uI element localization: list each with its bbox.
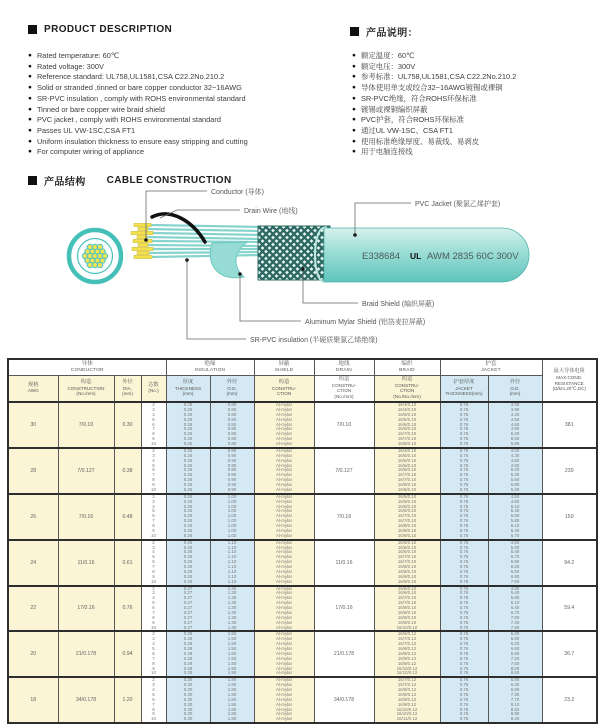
spec-row-awg-26	[8, 494, 597, 540]
label-sr-pvc-insulation: SR-PVC insulation (半硬质聚氯乙烯绝缘)	[250, 337, 378, 344]
cell-jacket-thickness: 0.76 0.76 0.76 0.76 0.76 0.76 0.76 0.76 0.76	[440, 586, 488, 632]
cell-jacket-od: 5.80 6.40 6.90 7.30 7.70 8.10 8.50 8.90 9.40	[488, 677, 542, 723]
cell-braid: 16/5/0.10 16/5/0.10 16/6/0.10 16/6/0.10 16/7/0.10 16/7/0.10 16/8/0.10 16/8/0.10 16/9/0.10	[374, 494, 440, 540]
desc-item	[28, 137, 248, 148]
desc-item	[28, 115, 248, 126]
col-ins_od: 外径 O.D. (mm)	[210, 375, 254, 402]
cell-ins-thickness: 0.27 0.27 0.27 0.27 0.27 0.27 0.27 0.27 0.27	[166, 586, 210, 632]
col-group-conductor: 导体 CONDUCTOR	[8, 359, 166, 375]
cell-resistance: 150	[542, 494, 597, 540]
cell-awg: 22	[8, 586, 58, 632]
col-dia: 外径 DIA. (mm)	[114, 375, 141, 402]
cell-ins-od: 0.80 0.80 0.80 0.80 0.80 0.80 0.80 0.80 0.80	[210, 402, 254, 448]
desc-item	[28, 94, 248, 105]
bullet-icon: ●	[352, 116, 356, 124]
bullet-icon: ●	[352, 137, 356, 145]
bullet-icon: ●	[28, 62, 32, 70]
label-pvc-jacket: PVC Jacket (聚氯乙烯护套)	[415, 201, 501, 208]
cell-drain: 34/0.178	[314, 677, 374, 723]
desc-text: SR-PVC绝缘，符合ROHS环保标准	[360, 93, 477, 103]
cell-awg: 30	[8, 402, 58, 448]
desc-text: Reference standard: UL758,UL1581,CSA C22.2No.210.2	[36, 72, 225, 82]
col-awg: 规格 AWG	[8, 375, 58, 402]
cell-resistance: 381	[542, 402, 597, 448]
cell-drain: 21/0.178	[314, 631, 374, 677]
cell-shield: Al-mylar Al-mylar Al-mylar Al-mylar Al-mylar Al-mylar Al-mylar Al-mylar Al-mylar	[254, 448, 314, 494]
col-drain: 构造 CONSTRU- CTION (No./mm)	[314, 375, 374, 402]
cell-drain: 7/0.127	[314, 448, 374, 494]
spec-row-awg-24	[8, 540, 597, 586]
bullet-icon: ●	[352, 52, 356, 59]
cell-cores: 2 3 4 5 6 7 8 9 10	[141, 586, 166, 632]
cell-shield: Al-mylar Al-mylar Al-mylar Al-mylar Al-mylar Al-mylar Al-mylar Al-mylar Al-mylar	[254, 677, 314, 723]
section-square-icon	[28, 25, 37, 34]
desc-text: 镀锡或裸铜编织屏蔽	[360, 104, 428, 114]
cell-jacket-od: 3.60 3.90 4.20 4.50 4.60 4.90 5.20 5.50 5.80	[488, 402, 542, 448]
desc-text: 参考标准：UL758,UL1581,CSA C22.2No.210.2	[360, 72, 517, 82]
cell-cores: 2 3 4 5 6 7 8 9 10	[141, 448, 166, 494]
cell-dia: 0.38	[114, 448, 141, 494]
product-description-heading	[28, 24, 172, 35]
bullet-icon: ●	[352, 94, 356, 102]
desc-item	[352, 94, 516, 105]
cell-jacket-od: 4.00 4.30 4.60 4.90 5.00 5.30 5.60 5.90 6.20	[488, 448, 542, 494]
product-description-list	[28, 51, 248, 158]
ul-file-number: E338684	[362, 251, 401, 262]
cell-jacket-thickness: 0.76 0.76 0.76 0.76 0.76 0.76 0.76 0.76 0.76	[440, 540, 488, 586]
bullet-icon: ●	[28, 94, 32, 102]
cell-construction: 34/0.178	[58, 677, 114, 723]
col-jacket_thickness: 护套厚度 JACKET THICKNESS(mm)	[440, 375, 488, 402]
bullet-icon: ●	[28, 84, 32, 92]
cell-dia: 0.94	[114, 631, 141, 677]
cell-construction: 17/0.16	[58, 586, 114, 632]
desc-text: Uniform insulation thickness to ensure easy stripping and cutting	[36, 136, 248, 146]
ul-logo-icon: UL	[410, 251, 422, 261]
cell-awg: 20	[8, 631, 58, 677]
desc-text: Tinned or bare copper wire braid shield	[36, 104, 165, 114]
desc-text: SR-PVC insulation , comply with ROHS environmental standard	[36, 93, 246, 103]
cell-dia: 0.76	[114, 586, 141, 632]
desc-text: For computer wiring of appliance	[36, 147, 145, 157]
desc-item	[352, 83, 516, 94]
cell-ins-od: 1.80 1.80 1.80 1.80 1.80 1.80 1.80 1.80 1.80	[210, 677, 254, 723]
col-group-insulation: 绝缘 INSULATION	[166, 359, 254, 375]
construction-title-cn: 产品结构	[44, 177, 86, 188]
cell-dia: 0.48	[114, 494, 141, 540]
desc-item	[28, 126, 248, 137]
cell-cores: 2 3 4 5 6 7 8 9 10	[141, 677, 166, 723]
cell-braid: 16/7/0.12 16/7/0.12 16/8/0.12 16/8/0.12 16/9/0.12 16/9/0.12 16/10/0.12 16/10/0.12 16/11/0.12	[374, 677, 440, 723]
cell-ins-thickness: 0.25 0.25 0.25 0.25 0.25 0.25 0.25 0.25 0.25	[166, 494, 210, 540]
cell-awg: 18	[8, 677, 58, 723]
col-group-braid: 编织 BRAID	[374, 359, 440, 375]
desc-text: Solid or stranded ,tinned or bare copper conductor 32~16AWG	[36, 83, 242, 93]
desc-text: 额定电压：300V	[360, 61, 416, 71]
col-construction: 构造 CONSTRUCTION (No./mm)	[58, 375, 114, 402]
cell-awg: 28	[8, 448, 58, 494]
desc-item	[352, 62, 516, 73]
cell-jacket-od: 4.80 5.40 5.80 6.10 6.40 6.70 7.00 7.40 7.90	[488, 586, 542, 632]
cell-resistance: 36.7	[542, 631, 597, 677]
bullet-icon: ●	[352, 84, 356, 92]
desc-item	[352, 115, 516, 126]
cell-ins-od: 1.50 1.50 1.50 1.50 1.50 1.50 1.50 1.50 1.50	[210, 631, 254, 677]
spec-table-body	[8, 402, 597, 723]
col-thickness: 厚度 THICKNESS (mm)	[166, 375, 210, 402]
cell-jacket-thickness: 0.76 0.76 0.76 0.76 0.76 0.76 0.76 0.76 0.76	[440, 402, 488, 448]
bullet-icon: ●	[28, 52, 32, 59]
desc-item	[28, 62, 248, 73]
cell-resistance: 94.2	[542, 540, 597, 586]
col-cores: 芯数 (No.)	[141, 375, 166, 402]
cell-ins-thickness: 0.30 0.30 0.30 0.30 0.30 0.30 0.30 0.30 0.30	[166, 677, 210, 723]
col-braid: 构造 CONSTRU- CTION (No./No./mm)	[374, 375, 440, 402]
spec-table	[7, 358, 598, 724]
cell-braid: 16/4/0.10 16/4/0.10 16/5/0.10 16/5/0.10 16/6/0.10 16/6/0.10 16/7/0.10 16/7/0.10 16/8/0.10	[374, 402, 440, 448]
bullet-icon: ●	[28, 105, 32, 113]
cell-jacket-od: 5.20 5.80 6.20 6.60 6.90 7.20 7.60 8.00 8.50	[488, 631, 542, 677]
desc-text: 使用标准绝缘厚度、易裁线、易剥皮	[360, 136, 480, 146]
desc-text: PVC护套，符合ROHS环保标准	[360, 115, 465, 125]
col-group-shield: 屏蔽 SHIELD	[254, 359, 314, 375]
cell-shield: Al-mylar Al-mylar Al-mylar Al-mylar Al-mylar Al-mylar Al-mylar Al-mylar Al-mylar	[254, 494, 314, 540]
spec-row-awg-28	[8, 448, 597, 494]
cell-braid: 16/6/0.10 16/6/0.10 16/7/0.10 16/7/0.10 16/8/0.10 16/8/0.10 16/9/0.10 16/9/0.10 16/10/0.10	[374, 586, 440, 632]
bullet-icon: ●	[352, 105, 356, 113]
section-square-icon	[350, 27, 359, 36]
bullet-icon: ●	[28, 137, 32, 145]
cell-construction: 11/0.16	[58, 540, 114, 586]
cell-jacket-thickness: 0.76 0.76 0.76 0.76 0.76 0.76 0.76 0.76 0.76	[440, 494, 488, 540]
desc-item	[352, 51, 516, 62]
cell-braid: 16/4/0.10 16/5/0.10 16/5/0.10 16/6/0.10 16/6/0.10 16/7/0.10 16/7/0.10 16/8/0.10 16/8/0.10	[374, 448, 440, 494]
cell-braid: 16/6/0.12 16/7/0.12 16/7/0.12 16/8/0.12 16/8/0.12 16/9/0.12 16/9/0.12 16/10/0.12 16/10/0.12	[374, 631, 440, 677]
cell-cores: 2 3 4 5 6 7 8 9 10	[141, 540, 166, 586]
cell-ins-od: 1.10 1.10 1.10 1.10 1.10 1.10 1.10 1.10 1.10	[210, 540, 254, 586]
label-drain-wire: Drain Wire (地线)	[244, 208, 298, 215]
desc-item	[28, 105, 248, 116]
cell-jacket-thickness: 0.76 0.76 0.76 0.76 0.76 0.76 0.76 0.76 0.76	[440, 631, 488, 677]
cell-drain: 7/0.16	[314, 494, 374, 540]
cell-drain: 7/0.10	[314, 402, 374, 448]
cell-drain: 17/0.16	[314, 586, 374, 632]
desc-item	[352, 137, 516, 148]
cell-ins-od: 1.30 1.30 1.30 1.30 1.30 1.30 1.30 1.30 1.30	[210, 586, 254, 632]
bullet-icon: ●	[28, 73, 32, 81]
label-conductor: Conductor (导体)	[211, 189, 264, 196]
desc-text: PVC jacket , comply with ROHS environmental standard	[36, 115, 221, 125]
desc-item	[352, 105, 516, 116]
cell-cores: 2 3 4 5 6 7 8 9 10	[141, 631, 166, 677]
cell-resistance: 59.4	[542, 586, 597, 632]
cell-awg: 26	[8, 494, 58, 540]
bullet-icon: ●	[352, 126, 356, 134]
bullet-icon: ●	[28, 148, 32, 156]
jacket-marking: AWM 2835 60C 300V	[427, 251, 519, 262]
cell-ins-thickness: 0.28 0.28 0.28 0.28 0.28 0.28 0.28 0.28 0.28	[166, 631, 210, 677]
desc-text: 额定温度：60℃	[360, 51, 415, 60]
product-description-title: PRODUCT DESCRIPTION	[44, 24, 173, 35]
bullet-icon: ●	[28, 126, 32, 134]
col-group-drain: 地线 DRAIN	[314, 359, 374, 375]
desc-item	[28, 83, 248, 94]
product-description-cn-list	[352, 51, 516, 158]
label-aluminum-mylar-shield: Aluminum Mylar Shield (铝箔麦拉屏蔽)	[305, 319, 426, 326]
cell-ins-od: 1.00 1.00 1.00 1.00 1.00 1.00 1.00 1.00 1.00	[210, 494, 254, 540]
col-shield: 构造 CONSTRU- CTION	[254, 375, 314, 402]
cell-dia: 0.61	[114, 540, 141, 586]
cell-cores: 2 3 4 5 6 7 8 9 10	[141, 402, 166, 448]
cell-awg: 24	[8, 540, 58, 586]
cell-construction: 7/0.10	[58, 402, 114, 448]
cell-braid: 16/5/0.10 16/6/0.10 16/6/0.10 16/7/0.10 16/7/0.10 16/8/0.10 16/8/0.10 16/9/0.10 16/9/0.10	[374, 540, 440, 586]
desc-text: Rated temperature: 60℃	[36, 51, 120, 60]
product-description-cn-heading	[350, 24, 418, 39]
desc-text: 通过UL VW-1SC、CSA FT1	[360, 125, 453, 135]
cell-cores: 2 3 4 5 6 7 8 9 10	[141, 494, 166, 540]
bullet-icon: ●	[352, 148, 356, 156]
desc-text: Rated voltage: 300V	[36, 61, 104, 71]
spec-row-awg-22	[8, 586, 597, 632]
cell-shield: Al-mylar Al-mylar Al-mylar Al-mylar Al-mylar Al-mylar Al-mylar Al-mylar Al-mylar	[254, 402, 314, 448]
col-group-jacket: 护套 JACKET	[440, 359, 542, 375]
cell-shield: Al-mylar Al-mylar Al-mylar Al-mylar Al-mylar Al-mylar Al-mylar Al-mylar Al-mylar	[254, 631, 314, 677]
cell-construction: 7/0.127	[58, 448, 114, 494]
cell-drain: 11/0.16	[314, 540, 374, 586]
cell-dia: 1.20	[114, 677, 141, 723]
cell-shield: Al-mylar Al-mylar Al-mylar Al-mylar Al-mylar Al-mylar Al-mylar Al-mylar Al-mylar	[254, 540, 314, 586]
desc-item	[28, 147, 248, 158]
spec-row-awg-18	[8, 677, 597, 723]
bullet-icon: ●	[352, 73, 356, 81]
spec-table-header	[8, 359, 597, 402]
construction-title-en: CABLE CONSTRUCTION	[106, 175, 232, 186]
desc-item	[352, 147, 516, 158]
cell-jacket-thickness: 0.76 0.76 0.76 0.76 0.76 0.76 0.76 0.76 0.76	[440, 448, 488, 494]
desc-item	[352, 72, 516, 83]
bullet-icon: ●	[28, 116, 32, 124]
cable-cross-section-icon	[69, 230, 121, 282]
jacket-print	[362, 251, 519, 262]
cell-resistance: 239	[542, 448, 597, 494]
product-description-cn-title: 产品说明：	[366, 28, 418, 39]
col-max-cond-resistance: 最大导体电阻 MAX.COND. RESISTANCE (Ω/km,20℃,DC)	[542, 359, 597, 402]
desc-item	[352, 126, 516, 137]
desc-item	[28, 51, 248, 62]
bullet-icon: ●	[352, 62, 356, 70]
label-braid-shield: Braid Shield (编织屏蔽)	[362, 301, 435, 308]
cell-construction: 7/0.16	[58, 494, 114, 540]
cell-dia: 0.30	[114, 402, 141, 448]
desc-text: 导体使用单支或绞合32~16AWG镀锡或裸铜	[360, 83, 503, 93]
spec-row-awg-20	[8, 631, 597, 677]
desc-text: 用于电脑连接线	[360, 147, 413, 157]
cell-ins-thickness: 0.25 0.25 0.25 0.25 0.25 0.25 0.25 0.25 0.25	[166, 402, 210, 448]
cell-resistance: 23.2	[542, 677, 597, 723]
cell-shield: Al-mylar Al-mylar Al-mylar Al-mylar Al-mylar Al-mylar Al-mylar Al-mylar Al-mylar	[254, 586, 314, 632]
cell-ins-thickness: 0.25 0.25 0.25 0.25 0.25 0.25 0.25 0.25 0.25	[166, 448, 210, 494]
section-square-icon	[28, 176, 37, 185]
cable-construction-diagram	[0, 185, 603, 357]
cell-ins-od: 0.90 0.90 0.90 0.90 0.90 0.90 0.90 0.90 0.90	[210, 448, 254, 494]
cell-ins-thickness: 0.25 0.25 0.25 0.25 0.25 0.25 0.25 0.25 0.25	[166, 540, 210, 586]
cell-jacket-od: 4.50 4.80 5.10 5.40 5.50 5.80 6.10 6.40 6.70	[488, 494, 542, 540]
col-jacket_od: 外径 O.D. (mm)	[488, 375, 542, 402]
cell-construction: 21/0.178	[58, 631, 114, 677]
desc-item	[28, 72, 248, 83]
spec-row-awg-30	[8, 402, 597, 448]
cell-jacket-thickness: 0.76 0.76 0.76 0.76 0.76 0.76 0.76 0.76 0.76	[440, 677, 488, 723]
desc-text: Passes UL VW-1SC,CSA FT1	[36, 125, 136, 135]
mylar-wrap	[210, 242, 247, 278]
cell-jacket-od: 4.50 5.00 5.40 5.70 5.90 6.20 6.50 6.90 7.50	[488, 540, 542, 586]
